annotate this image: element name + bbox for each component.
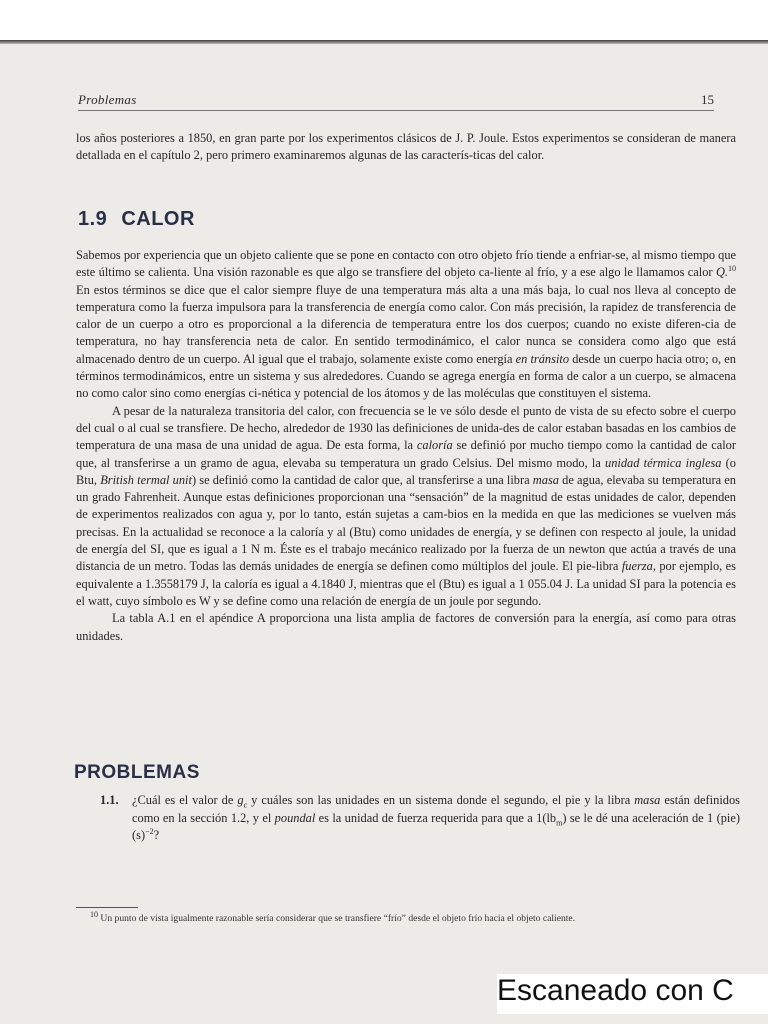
paragraph-2: A pesar de la naturaleza transitoria del calor, con frecuencia se le ve sólo desde el punto de vista de su efecto sobre el cuerpo del cual o al cual se transfiere. De hecho, alrededor de 1930 las definiciones de unida-des de calor estaban basadas en los cambios de temperatura de una masa de una unidad de agua. De esta forma, la caloría se definió por mucho tiempo como la cantidad de calor que, al transferirse a un gramo de agua, elevaba su temperatura un grado Celsius. Del mismo modo, la unidad térmica inglesa (o Btu, British termal unit) se definió como la cantidad de calor que, al transferirse a una libra masa de agua, elevaba su temperatura en un grado Fahrenheit. Aunque estas definiciones proporcionan una “sensación” de la magnitud de estas unidades de calor, dependen de experimentos realizados con agua y, por lo tanto, están sujetas a cam-bios en la medida en que las mediciones se vuelven más precisas. En la actualidad se reconoce a la caloría y al (Btu) como unidades de energía, y se definen con respecto al joule, la unidad de energía del SI, que es igual a 1 N m. Éste es el trabajo mecánico realizado por la fuerza de un newton que actúa a través de una distancia de un metro. Todas las demás unidades de energía se definen como múltiplos del joule. El pie-libra fuerza, por ejemplo, es equivalente a 1.3558179 J, la caloría es igual a 4.1840 J, mientras que el (Btu) es igual a 1 055.04 J. La unidad SI para la potencia es el watt, cuyo símbolo es W y se define como una relación de energía de un joule por segundo. <box>76 403 737 608</box>
section-heading <box>78 208 195 231</box>
header-rule <box>78 110 714 111</box>
running-title: Problemas <box>78 92 137 107</box>
page-number: 15 <box>701 92 714 107</box>
problem-number: 1.1. <box>100 793 119 807</box>
problem-text: ¿Cuál es el valor de $g_c$ y cuáles son las unidades en un sistema donde el segundo, el pie y la libra masa están definidos como en la sección 1.2, y el poundal es la unidad de fuerza requerida para que a $1(lb_m)$ se le dé una aceleración de 1 $(pie)(s)^{-2}$? <box>132 793 741 842</box>
problem-item <box>100 792 740 845</box>
intro-text: los años posteriores a 1850, en gran parte por los experimentos clásicos de J. P. Joule. Estos experimentos se consideran de manera detallada en el capítulo 2, pero primero examinaremos algunas de las caracterís-ticas del calor. <box>76 131 736 163</box>
symbol-q: Q. <box>715 265 728 280</box>
footnote-marker: 10 <box>90 909 98 919</box>
problems-heading: PROBLEMAS <box>74 762 200 783</box>
paragraph-1: Sabemos por experiencia que un objeto caliente que se pone en contacto con otro objeto frío tiende a enfriar-se, al mismo tiempo que este último se calienta. Una visión razonable es que algo se transfiere del objeto ca-liente al frío, y a ese algo le llamamos calor Q.$^{10}$ En estos términos se dice que el calor siempre fluye de una temperatura más alta a una más baja, lo cual nos lleva al concepto de temperatura como la fuerza impulsora para la transferencia de energía como calor. Con más precisión, la rapidez de transferencia de calor de un cuerpo a otro es proporcional a la diferencia de temperatura entre los dos cuerpos; cuando no existe diferen-cia de temperatura, no hay transferencia neta de calor. En sentido termodinámico, el calor nunca se considera como algo que está almacenado dentro de un cuerpo. Al igual que el trabajo, solamente existe como energía en tránsito desde un cuerpo hacia otro; o, en términos termodinámicos, entre un sistema y sus alrededores. Cuando se agrega energía en forma de calor a un cuerpo, se almacena no como calor sino como energías ci-nética y potencial de los átomos y de las moléculas que constituyen el sistema. <box>76 248 737 401</box>
paragraph-3: La tabla A.1 en el apéndice A proporciona una lista amplia de factores de conversión para la energía, así como para otras unidades. <box>76 611 736 643</box>
footnote-text: Un punto de vista igualmente razonable sería considerar que se transfiere “frío” desde el objeto frío hacia el objeto caliente. <box>98 913 576 924</box>
section-title: CALOR <box>121 208 195 230</box>
footnote-rule <box>76 907 138 908</box>
section-body <box>76 247 736 645</box>
section-number: 1.9 <box>78 208 108 230</box>
intro-paragraph <box>76 130 736 165</box>
scan-edge <box>0 40 768 44</box>
footnote-ref: 10 <box>728 264 736 274</box>
running-header <box>78 92 714 114</box>
scanner-watermark: Escaneado con C <box>497 974 768 1014</box>
footnote <box>90 909 740 924</box>
